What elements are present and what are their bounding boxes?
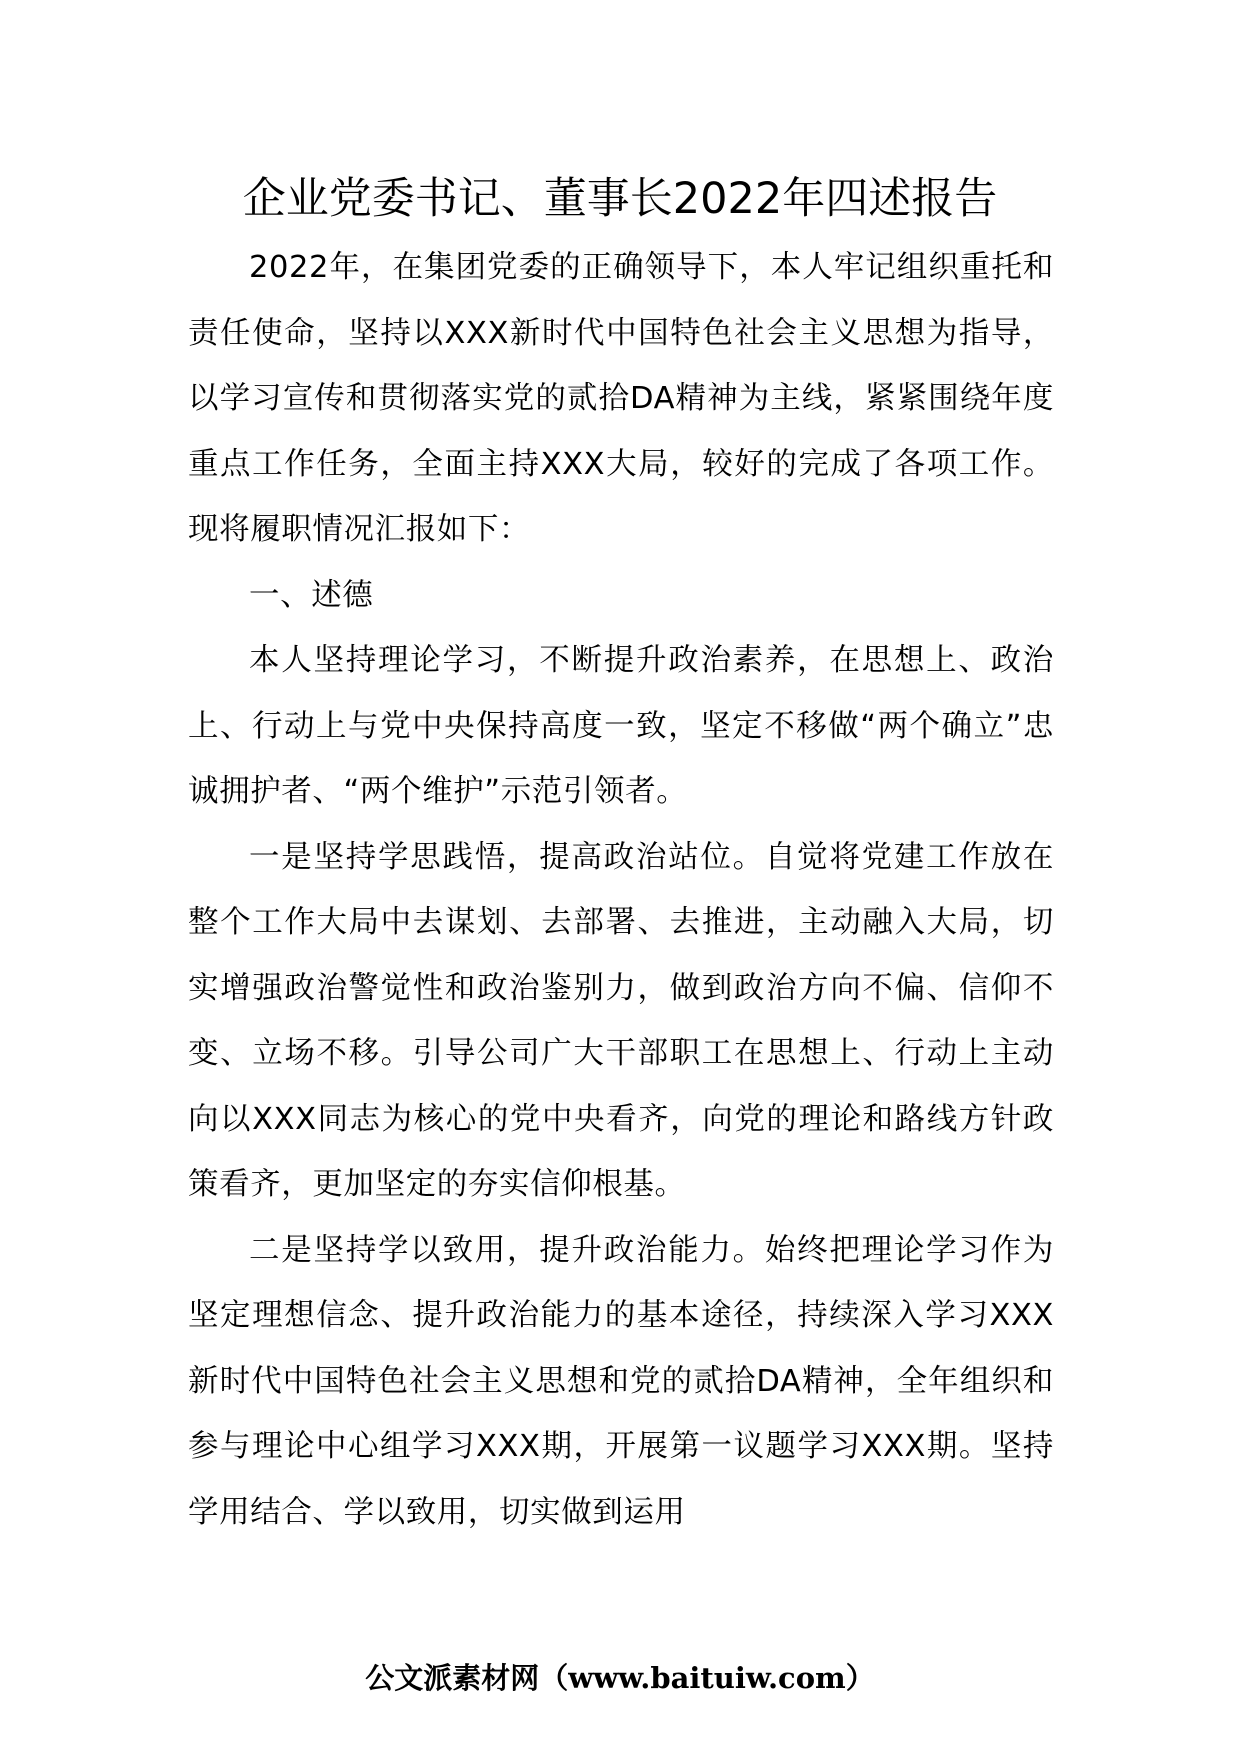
morality-summary-paragraph: 本人坚持理论学习，不断提升政治素养，在思想上、政治上、行动上与党中央保持高度一致，坚定不移做“两个确立”忠诚拥护者、“两个维护”示范引领者。 — [188, 643, 1054, 809]
source-watermark: 公文派素材网（www.baituiw.com） — [365, 1661, 875, 1695]
document-body — [188, 235, 1054, 1545]
intro-paragraph: 2022年，在集团党委的正确领导下，本人牢记组织重托和责任使命，坚持以XXX新时代中国特色社会主义思想为指导，以学习宣传和贯彻落实党的贰拾DA精神为主线，紧紧围绕年度重点工作任务，全面主持XXX大局，较好的完成了各项工作。现将履职情况汇报如下： — [188, 250, 1054, 547]
point-two-paragraph: 二是坚持学以致用，提升政治能力。始终把理论学习作为坚定理想信念、提升政治能力的基本途径，持续深入学习XXX新时代中国特色社会主义思想和党的贰拾DA精神，全年组织和参与理论中心组学习XXX期，开展第一议题学习XXX期。坚持学用结合、学以致用，切实做到运用 — [188, 1232, 1054, 1530]
document-title: 企业党委书记、董事长2022年四述报告 — [242, 174, 998, 224]
point-one-paragraph: 一是坚持学思践悟，提高政治站位。自觉将党建工作放在整个工作大局中去谋划、去部署、去推进，主动融入大局，切实增强政治警觉性和政治鉴别力，做到政治方向不偏、信仰不变、立场不移。引导公司广大干部职工在思想上、行动上主动向以XXX同志为核心的党中央看齐，向党的理论和路线方针政策看齐，更加坚定的夯实信仰根基。 — [188, 839, 1054, 1202]
section-heading-morality: 一、述德 — [249, 577, 374, 613]
